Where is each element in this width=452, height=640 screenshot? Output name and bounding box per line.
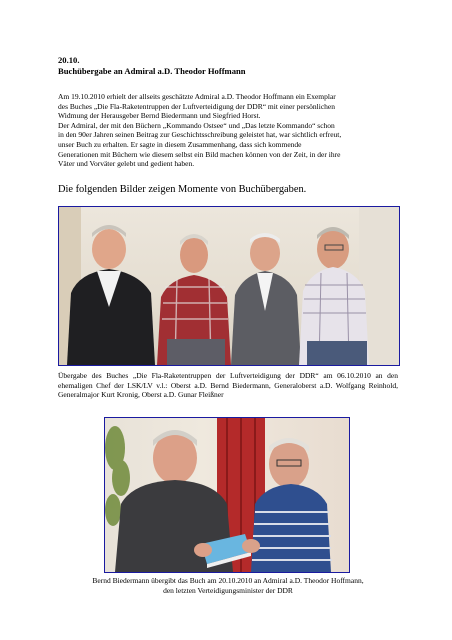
group-photo-illustration bbox=[59, 207, 399, 365]
article-heading bbox=[58, 55, 398, 77]
article-body bbox=[58, 92, 398, 169]
article-date: 20.10. bbox=[58, 55, 80, 65]
body-line: des Buches „Die Fla-Raketentruppen der Luftverteidigung der DDR“ mit einer persönlichen bbox=[58, 101, 335, 111]
group-photo bbox=[58, 206, 400, 366]
handover-photo-illustration bbox=[105, 418, 349, 572]
body-line: unser Buch zu erhalten. Er sagte in diesem Zusammenhang, dass sich kommende bbox=[58, 139, 302, 149]
body-line: Am 19.10.2010 erhielt der allseits geschätzte Admiral a.D. Theodor Hoffmann ein Exemplar bbox=[58, 92, 336, 101]
handover-caption-line: Bernd Biedermann übergibt das Buch am 20.10.2010 an Admiral a.D. Theodor Hoffmann, bbox=[92, 576, 364, 585]
body-line: Väter und Vorväter gelebt und gedient haben. bbox=[58, 159, 195, 169]
article-title: Buchübergabe an Admiral a.D. Theodor Hoffmann bbox=[58, 66, 246, 76]
handover-caption-line: den letzten Verteidigungsminister der DDR bbox=[163, 585, 293, 595]
group-photo-caption: Übergabe des Buches „Die Fla-Raketentruppen der Luftverteidigung der DDR“ am 06.10.2010 an den ehemaligen Chef der LSK/LV v.l.: Oberst a.D. Bernd Biedermann, Generaloberst a.D. Wolfgang Reinhold, Generalmajor Kurt Kronig, Oberst a.D. Gunar Fleißner bbox=[58, 371, 398, 400]
photos-intro: Die folgenden Bilder zeigen Momente von Buchübergaben. bbox=[58, 184, 307, 195]
body-line: Generationen mit Büchern wie diesem selbst ein Bild machen können von der Zeit, in der ihre bbox=[58, 149, 341, 159]
body-line: in den 90er Jahren seinen Beitrag zur Geschichtsschreibung geleistet hat, war sichtlich erfreut, bbox=[58, 130, 342, 140]
body-line: Der Admiral, der mit den Büchern „Kommando Ostsee“ und „Das letzte Kommando“ schon bbox=[58, 120, 335, 130]
body-line: Widmung der Herausgeber Bernd Biedermann und Siegfried Horst. bbox=[58, 111, 261, 121]
handover-photo-caption bbox=[58, 576, 398, 595]
handover-photo bbox=[104, 417, 350, 573]
